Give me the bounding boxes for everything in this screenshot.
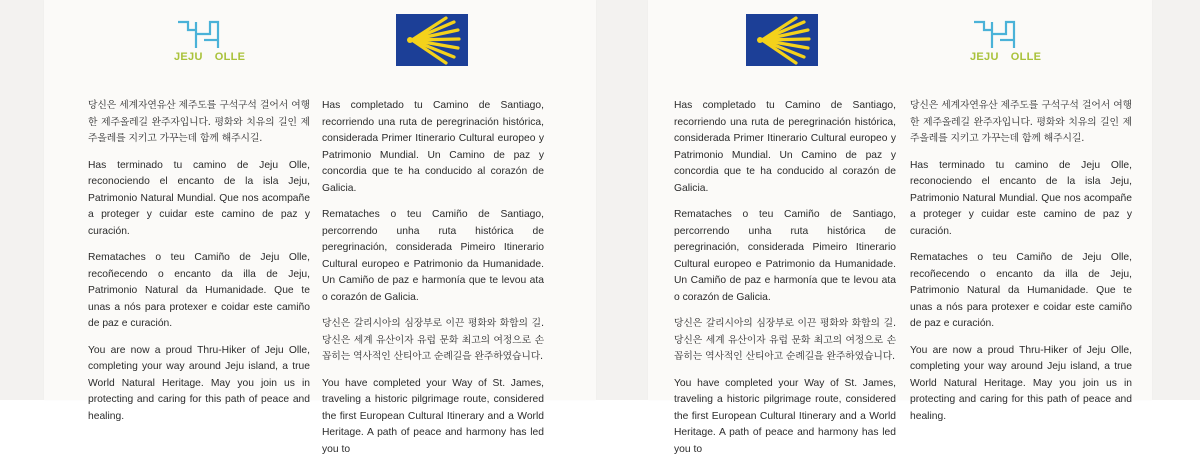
jeju-olle-logo-icon (970, 18, 1030, 54)
jeju-olle-logo (970, 18, 1050, 68)
camino-text-galician: Remataches o teu Camiño de Santiago, percorrendo unha ruta histórica de peregrinación, considerada Pimeiro Itinerario Cultural europeo e Patrimonio da Humanidade. Un Camiño de paz e harmonía que te levou ata o corazón de Galicia. (322, 209, 544, 303)
background-left (0, 0, 44, 400)
background-right (1152, 0, 1200, 400)
camino-text-korean: 당신은 갈리시아의 심장부로 이끈 평화와 화합의 길. 당신은 세계 유산이자 유럽 문화 최고의 여정으로 손꼽히는 역사적인 산티아고 순례길을 완주하였습니다. (322, 318, 544, 362)
camino-text-column (322, 98, 544, 468)
logo-word-jeju: JEJU (970, 51, 999, 63)
olle-text-korean: 당신은 세계자연유산 제주도를 구석구석 걸어서 여행한 제주올레길 완주자입니다. 평화와 치유의 길인 제주올레를 지키고 가꾸는데 함께 해주시길. (910, 100, 1132, 144)
camino-text-english: You have completed your Way of St. James, traveling a historic pilgrimage route, considered the first European Cultural Itinerary and a World Heritage. A path of peace and harmony has led you to (674, 377, 896, 455)
certificate-page-left (44, 0, 596, 455)
olle-text-english: You are now a proud Thru-Hiker of Jeju Olle, completing your way around Jeju island, a true World Natural Heritage. May you join us in protecting and caring for this path of peace and healing. (910, 344, 1132, 422)
logo-word-olle: OLLE (214, 51, 246, 63)
certificate-page-right (648, 0, 1152, 455)
background-center (596, 0, 648, 400)
olle-text-spanish: Has terminado tu camino de Jeju Olle, reconociendo el encanto de la isla Jeju, Patrimonio Natural Mundial. Que nos acompañe a proteger y cuidar este camino de paz y curación. (910, 159, 1132, 237)
camino-flag (396, 14, 468, 66)
camino-text-english: You have completed your Way of St. James, traveling a historic pilgrimage route, considered the first European Cultural Itinerary and a World Heritage. A path of peace and harmony has led you to (322, 377, 544, 455)
scallop-shell-icon (746, 14, 818, 66)
jeju-olle-logo (174, 18, 254, 68)
scallop-shell-icon (396, 14, 468, 66)
logo-word-olle: OLLE (1010, 51, 1042, 63)
jeju-olle-wordmark (970, 51, 1041, 63)
camino-flag (746, 14, 818, 66)
olle-text-english: You are now a proud Thru-Hiker of Jeju Olle, completing your way around Jeju island, a true World Natural Heritage. May you join us in protecting and caring for this path of peace and healing. (88, 344, 310, 422)
olle-text-korean: 당신은 세계자연유산 제주도를 구석구석 걸어서 여행한 제주올레길 완주자입니다. 평화와 치유의 길인 제주올레를 지키고 가꾸는데 함께 해주시길. (88, 100, 310, 144)
olle-text-galician: Remataches o teu Camiño de Jeju Olle, recoñecendo o encanto da illa de Jeju, Patrimonio Natural da Humanidade. Que te unas a nós para protexer e coidar este camiño de paz e curación. (88, 252, 310, 329)
camino-text-korean: 당신은 갈리시아의 심장부로 이끈 평화와 화합의 길. 당신은 세계 유산이자 유럽 문화 최고의 여정으로 손꼽히는 역사적인 산티아고 순례길을 완주하였습니다. (674, 318, 896, 362)
camino-text-galician: Remataches o teu Camiño de Santiago, percorrendo unha ruta histórica de peregrinación, considerada Pimeiro Itinerario Cultural europeo e Patrimonio da Humanidade. Un Camiño de paz e harmonía que te levou ata o corazón de Galicia. (674, 209, 896, 303)
jeju-olle-logo-icon (174, 18, 234, 54)
camino-text-spanish: Has completado tu Camino de Santiago, recorriendo una ruta de peregrinación histórica, considerada Primer Itinerario Cultural europeo y Patrimonio Mundial. Un Camino de paz y concordia que te ha conducido al corazón de Galicia. (674, 100, 896, 194)
logo-word-jeju: JEJU (174, 51, 203, 63)
camino-text-spanish: Has completado tu Camino de Santiago, recorriendo una ruta de peregrinación histórica, considerada Primer Itinerario Cultural europeo y Patrimonio Mundial. Un Camino de paz y concordia que te ha conducido al corazón de Galicia. (322, 100, 544, 194)
olle-text-galician: Remataches o teu Camiño de Jeju Olle, recoñecendo o encanto da illa de Jeju, Patrimonio Natural da Humanidade. Que te unas a nós para protexer e coidar este camiño de paz e curación. (910, 252, 1132, 329)
olle-text-column (910, 98, 1132, 435)
camino-text-column (674, 98, 896, 468)
olle-text-column (88, 98, 310, 435)
olle-text-spanish: Has terminado tu camino de Jeju Olle, reconociendo el encanto de la isla Jeju, Patrimonio Natural Mundial. Que nos acompañe a proteger y cuidar este camino de paz y curación. (88, 159, 310, 237)
jeju-olle-wordmark (174, 51, 245, 63)
